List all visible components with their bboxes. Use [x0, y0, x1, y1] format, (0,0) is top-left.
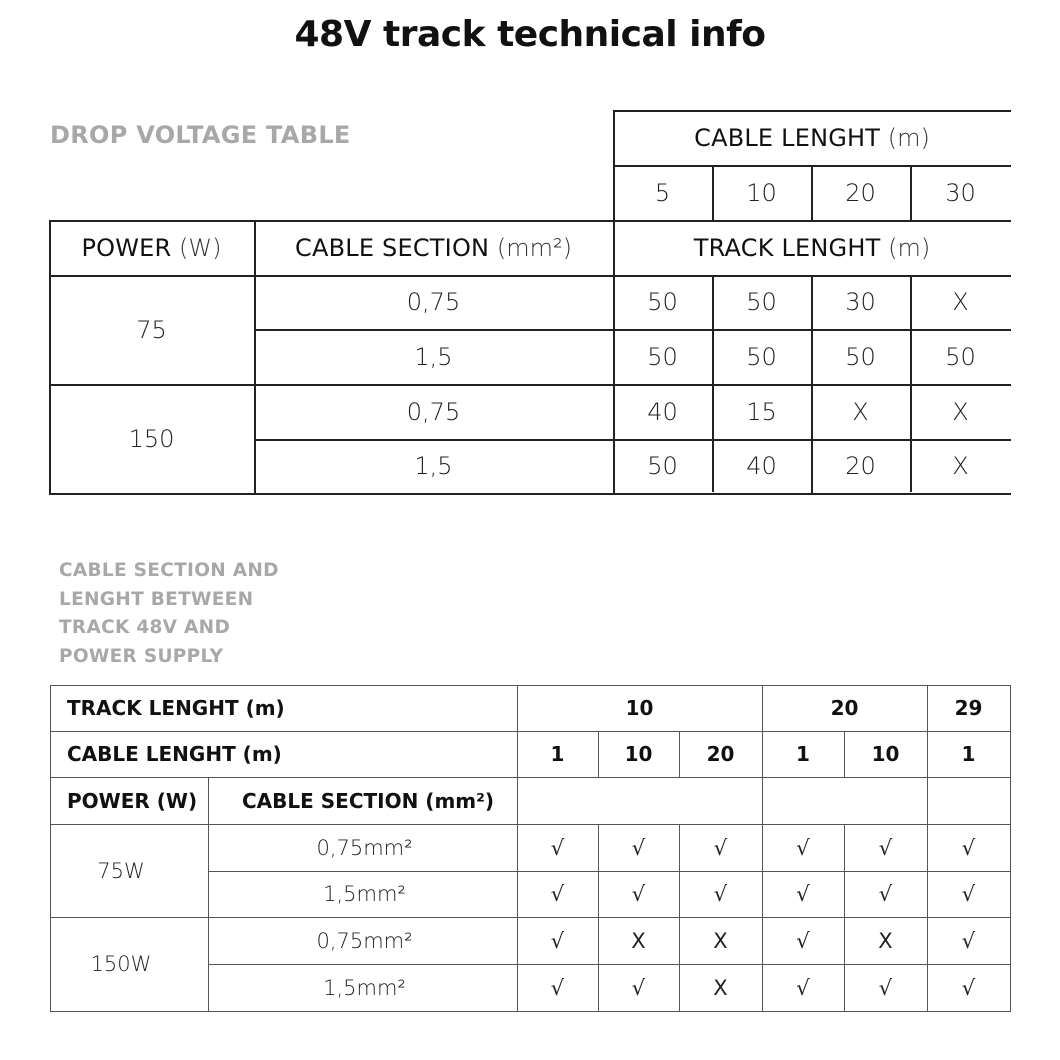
- track-length-value: 50: [746, 342, 777, 371]
- section-value: 0,75mm²: [316, 835, 413, 860]
- cable-length-value: 30: [945, 178, 976, 207]
- track-length-value: X: [852, 397, 869, 426]
- cable-length-value: 10: [746, 178, 777, 207]
- power-value: 75: [136, 315, 167, 344]
- track-length-value: 30: [845, 288, 876, 316]
- track-length-value: 15: [746, 397, 777, 426]
- cable-length-header-text: CABLE LENGHT: [694, 123, 881, 152]
- compat-mark: √: [713, 882, 728, 906]
- compat-mark: √: [961, 882, 976, 906]
- page-title: 48V track technical info: [294, 14, 766, 55]
- compat-mark: X: [878, 928, 893, 953]
- compat-mark: √: [878, 835, 893, 860]
- compat-mark: √: [796, 928, 810, 953]
- cable-section-unit: (mm²): [496, 233, 572, 262]
- cable-section-label: CABLE SECTION (mm²): [242, 788, 495, 813]
- compat-mark: √: [796, 835, 810, 860]
- power-value: 150: [128, 424, 175, 453]
- section-value: 1,5mm²: [323, 882, 406, 906]
- track-length-header-text: TRACK LENGHT: [693, 233, 881, 262]
- section-value: 1,5mm²: [323, 975, 406, 1000]
- track-length-value: 50: [647, 288, 678, 316]
- track-length-value: X: [952, 397, 969, 426]
- power-label: POWER (W): [67, 788, 198, 813]
- compatibility-label-line: CABLE SECTION AND: [59, 560, 279, 581]
- track-length-value: 10: [625, 696, 654, 720]
- compat-mark: √: [550, 928, 565, 953]
- track-length-value: X: [952, 288, 969, 316]
- compat-mark: √: [631, 882, 646, 906]
- cable-length-value: 1: [961, 742, 976, 766]
- power-value: 150W: [90, 952, 152, 976]
- compatibility-label-line: POWER SUPPLY: [59, 645, 224, 667]
- compat-mark: √: [550, 975, 565, 1000]
- track-length-label: TRACK LENGHT (m): [67, 696, 285, 720]
- compat-mark: √: [796, 882, 810, 906]
- compatibility-label-line: TRACK 48V AND: [59, 617, 231, 639]
- compat-mark: √: [550, 882, 565, 906]
- track-length-value: X: [952, 452, 969, 480]
- compat-mark: √: [550, 835, 565, 860]
- table-border: [50, 1011, 1011, 1012]
- track-length-value: 29: [954, 696, 983, 720]
- cable-length-value: 10: [624, 742, 653, 766]
- cable-length-value: 20: [845, 178, 876, 207]
- track-length-value: 20: [830, 696, 859, 720]
- cable-length-value: 20: [706, 742, 735, 766]
- compat-mark: √: [631, 975, 646, 1000]
- table-border: [1010, 685, 1011, 1012]
- power-value: 75W: [97, 858, 145, 883]
- track-length-value: 50: [845, 342, 876, 371]
- compat-mark: √: [713, 835, 728, 860]
- track-length-value: 20: [845, 452, 876, 480]
- section-value: 0,75: [406, 288, 461, 316]
- compat-mark: √: [631, 835, 646, 860]
- cable-section-header-text: CABLE SECTION: [295, 233, 490, 262]
- cable-length-label: CABLE LENGHT (m): [67, 742, 282, 766]
- track-length-value: 40: [746, 452, 777, 480]
- section-value: 1,5: [414, 342, 453, 371]
- compatibility-label-line: LENGHT BETWEEN: [59, 588, 254, 610]
- cable-length-value: 10: [871, 742, 900, 766]
- compat-mark: X: [713, 975, 728, 1000]
- compat-mark: √: [961, 835, 976, 860]
- track-length-value: 50: [647, 342, 678, 371]
- compat-mark: X: [631, 928, 646, 953]
- power-header-text: POWER: [81, 233, 172, 262]
- track-length-value: 50: [746, 288, 777, 316]
- compat-mark: √: [961, 928, 976, 953]
- section-value: 0,75mm²: [316, 928, 413, 953]
- cable-length-unit: (m): [887, 123, 930, 152]
- section-value: 1,5: [414, 452, 453, 480]
- cable-length-value: 5: [654, 178, 671, 207]
- cable-length-value: 1: [796, 742, 810, 766]
- cable-length-value: 1: [550, 742, 565, 766]
- section-value: 0,75: [406, 397, 461, 426]
- power-unit: (W): [179, 233, 222, 262]
- compat-mark: √: [878, 882, 893, 906]
- compat-mark: X: [713, 928, 728, 953]
- track-length-value: 50: [945, 342, 976, 371]
- compat-mark: √: [796, 975, 810, 1000]
- track-length-value: 50: [647, 452, 678, 480]
- compat-mark: √: [878, 975, 893, 1000]
- compat-mark: √: [961, 975, 976, 1000]
- track-length-unit: (m): [888, 233, 931, 262]
- track-length-value: 40: [647, 397, 678, 426]
- drop-voltage-table-label: DROP VOLTAGE TABLE: [50, 121, 351, 149]
